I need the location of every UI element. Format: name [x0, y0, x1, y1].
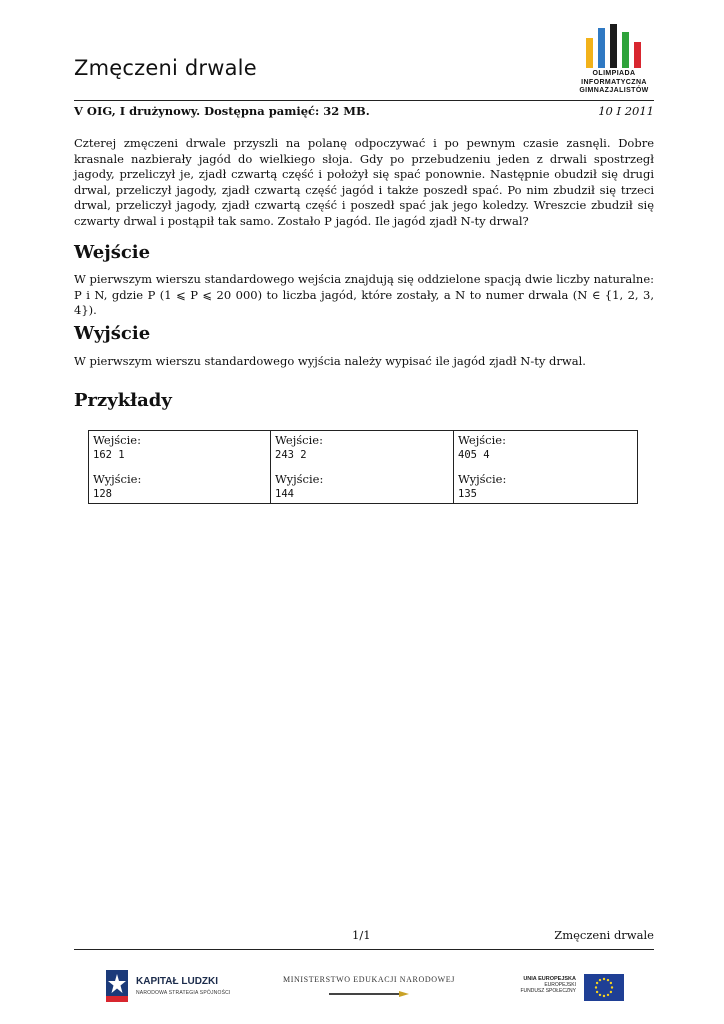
ministry-pencil-icon: [319, 989, 419, 999]
footer-rule: [74, 949, 654, 950]
example-input-value: 243 2: [275, 449, 307, 461]
kapital-ludzki-subtitle: NARODOWA STRATEGIA SPÓJNOŚCI: [136, 990, 231, 996]
page-number: 1/1: [352, 928, 371, 942]
logo-line-1: OLIMPIADA: [592, 70, 636, 77]
example-input-value: 405 4: [458, 449, 490, 461]
example-3: [454, 431, 639, 503]
example-input-value: 162 1: [93, 449, 125, 461]
contest-meta: V OIG, I drużynowy. Dostępna pamięć: 32 MB.: [74, 104, 370, 118]
ministry-logo: [280, 975, 458, 1003]
eu-flag-icon: [584, 974, 624, 1001]
input-heading: Wejście: [74, 242, 151, 263]
logo-bars-icon: [582, 24, 646, 68]
eu-logo: [520, 972, 645, 1004]
oig-logo: [572, 24, 656, 98]
contest-date: 10 I 2011: [598, 104, 654, 118]
kapital-ludzki-star-icon: [102, 968, 132, 1004]
kapital-ludzki-logo: [102, 968, 242, 1004]
examples-heading: Przykłady: [74, 390, 172, 411]
examples-table: [88, 430, 638, 504]
eu-line-3: FUNDUSZ SPOŁECZNY: [520, 988, 576, 994]
kapital-ludzki-title: KAPITAŁ LUDZKI: [136, 976, 219, 987]
eu-line-1: UNIA EUROPEJSKA: [523, 976, 576, 982]
example-input-label: Wejście:: [93, 433, 141, 447]
example-input-label: Wejście:: [275, 433, 323, 447]
problem-statement: Czterej zmęczeni drwale przyszli na polanę odpoczywać i po pewnym czasie zasnęli. Dobre krasnale nazbierały jagód do wielkiego słoja. Gdy po przebudzeniu jeden z drwali spostrzegł jagody, przeliczył je, zjadł czwartą część i położył się spać ponownie. Następnie obudził się drugi drwal, przeliczył jagody, zjadł czwartą część jagód i także poszedł spać. Po nim zbudził się trzeci drwal, przeliczył jagody, zjadł czwartą część i poszedł spać jak jego koledzy. Wreszcie zbudził się czwarty drwal i postąpił tak samo. Zostało P jagód. Ile jagód zjadł N-ty drwal?: [74, 136, 654, 228]
example-output-value: 144: [275, 488, 294, 500]
output-description: W pierwszym wierszu standardowego wyjścia należy wypisać ile jagód zjadł N-ty drwal.: [74, 354, 586, 368]
example-output-label: Wyjście:: [275, 472, 324, 486]
ministry-name: MINISTERSTWO EDUKACJI NARODOWEJ: [283, 975, 455, 984]
problem-title: Zmęczeni drwale: [74, 56, 257, 80]
example-2: [271, 431, 454, 503]
logo-line-2: INFORMATYCZNA: [581, 78, 647, 86]
example-output-label: Wyjście:: [93, 472, 142, 486]
input-description: W pierwszym wierszu standardowego wejścia znajdują się oddzielone spacją dwie liczby naturalne: P i N, gdzie P (1 ⩽ P ⩽ 20 000) to liczba jagód, które zostały, a N to numer drwala (N ∈ {1, 2, 3, 4}).: [74, 272, 654, 318]
example-input-label: Wejście:: [458, 433, 506, 447]
example-output-value: 135: [458, 488, 477, 500]
example-output-label: Wyjście:: [458, 472, 507, 486]
example-output-value: 128: [93, 488, 112, 500]
output-heading: Wyjście: [74, 323, 151, 344]
footer-title: Zmęczeni drwale: [554, 928, 654, 942]
header-rule: [74, 100, 654, 101]
eu-line-2: EUROPEJSKI: [544, 982, 576, 988]
logo-line-3: GIMNAZJALISTÓW: [579, 87, 649, 94]
example-1: [89, 431, 271, 503]
